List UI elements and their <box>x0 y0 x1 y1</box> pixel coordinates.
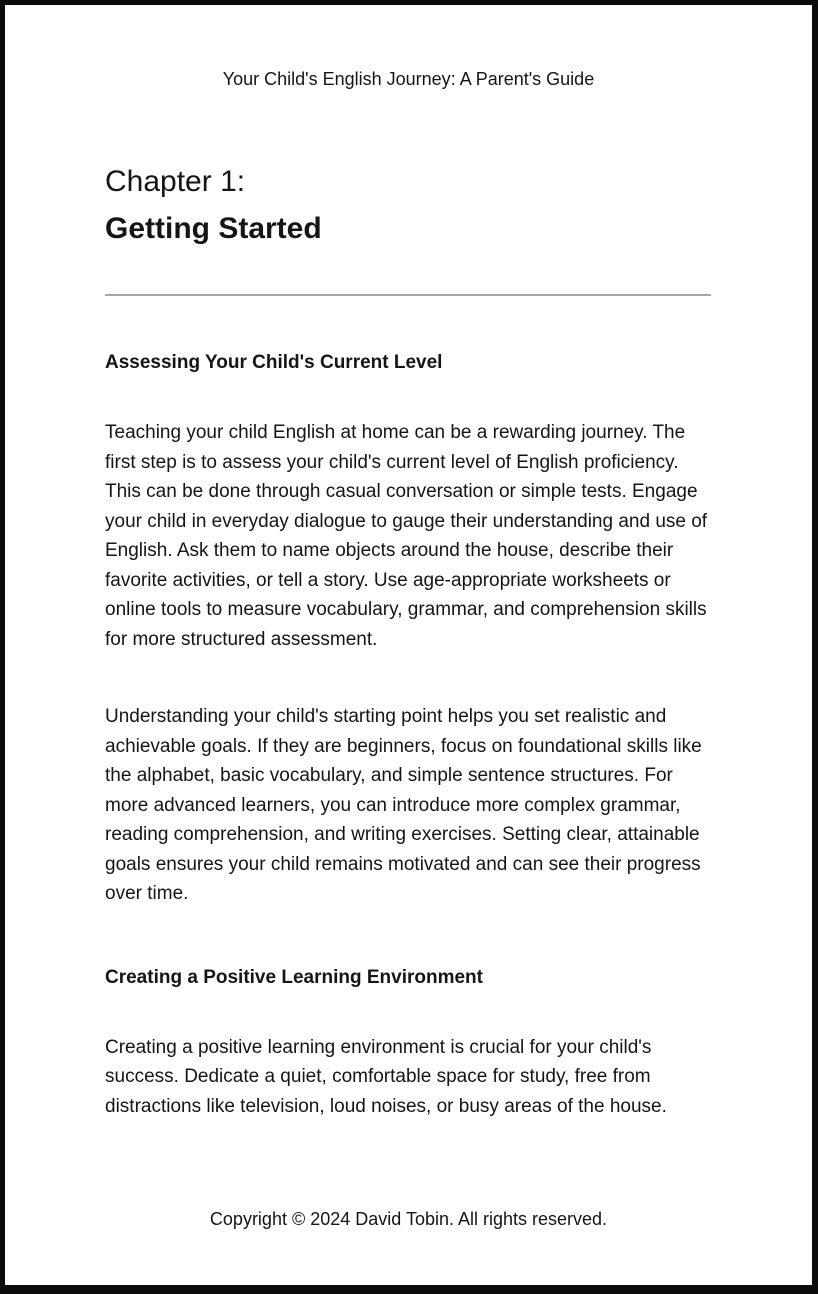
section-heading-learning-environment: Creating a Positive Learning Environment <box>105 966 483 988</box>
chapter-number: Chapter 1: <box>105 165 246 198</box>
book-title: Your Child's English Journey: A Parent's Guide <box>222 69 595 89</box>
paragraph-environment-1: Creating a positive learning environment is crucial for your child's success. Dedicate a quiet, comfortable space for study, free from distractions like television, loud noises, or busy areas of the house. <box>105 1036 667 1117</box>
paragraph-assessment-2: Understanding your child's starting point helps you set realistic and achievable goals. If they are beginners, focus on foundational skills like the alphabet, basic vocabulary, and simple sentence structures. For more advanced learners, you can introduce more complex grammar, reading comprehension, and writing exercises. Setting clear, attainable goals ensures your child remains motivated and can see their progress over time. <box>105 706 702 904</box>
section-heading-assessing-level: Assessing Your Child's Current Level <box>105 352 443 373</box>
copyright-footer: Copyright © 2024 David Tobin. All rights reserved. <box>209 1209 608 1229</box>
paragraph-assessment-1: Teaching your child English at home can be a rewarding journey. The first step is to assess your child's current level of English proficiency. This can be done through casual conversation or simple tests. Engage your child in everyday dialogue to gauge their understanding and use of English. Ask them to name objects around the house, describe their favorite activities, or tell a story. Use age-appropriate worksheets or online tools to measure vocabulary, grammar, and comprehension skills for more structured assessment. <box>105 422 708 650</box>
chapter-title: Getting Started <box>105 212 322 245</box>
page-content <box>105 163 711 1121</box>
section-divider <box>105 294 711 296</box>
